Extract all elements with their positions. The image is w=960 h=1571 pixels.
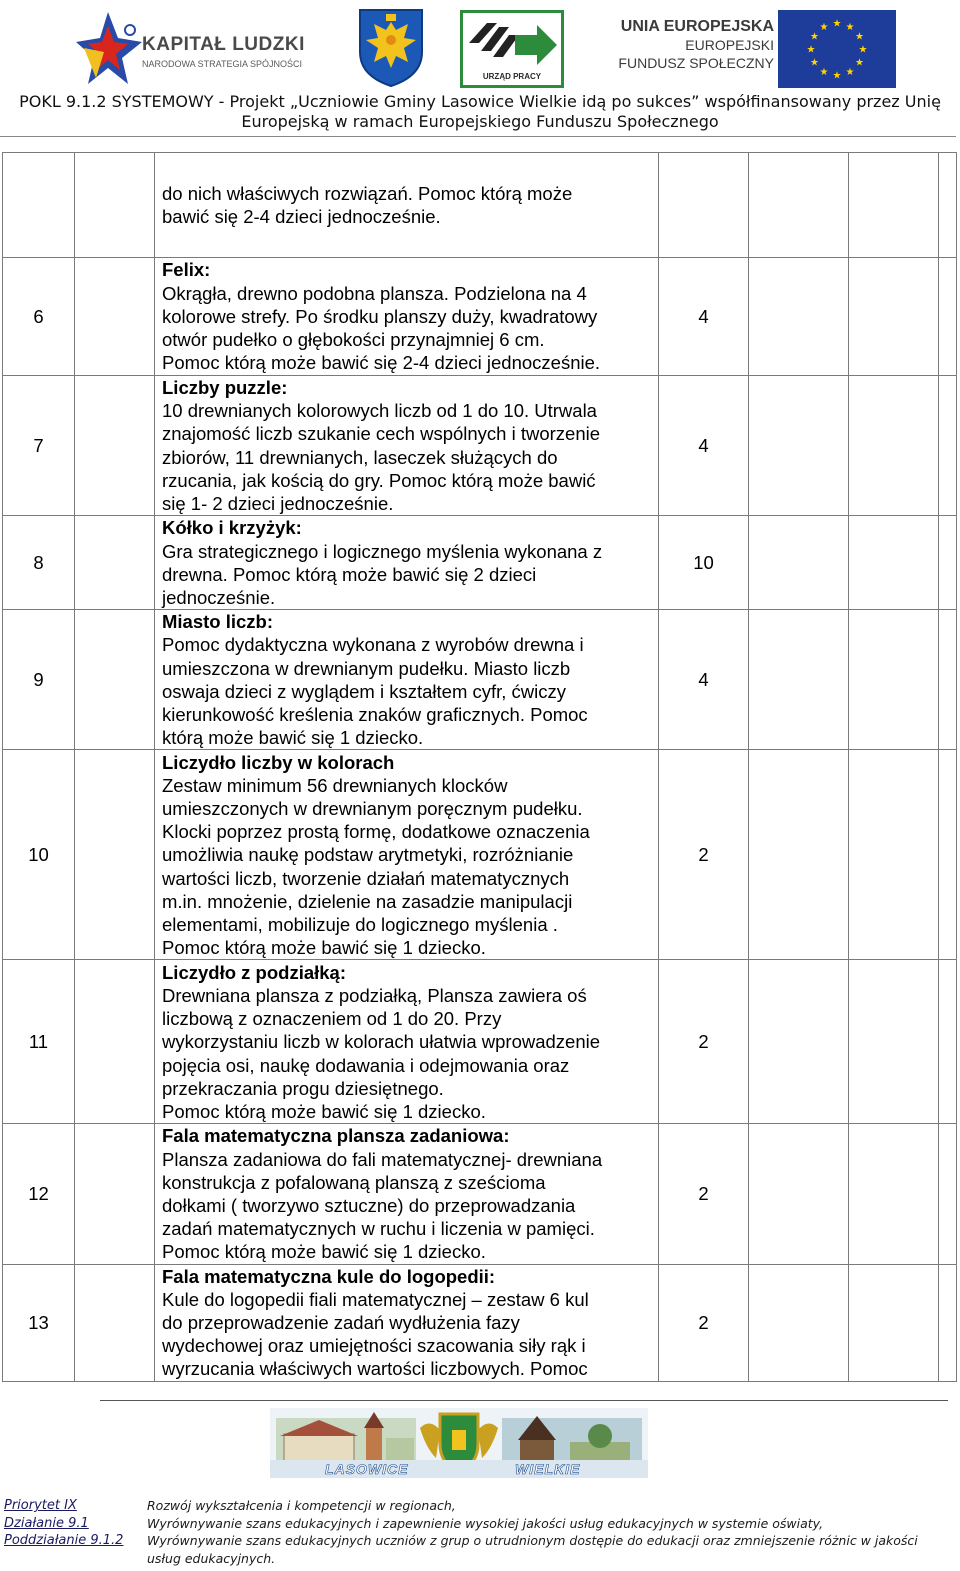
description-cell	[155, 258, 659, 376]
kapital-ludzki-title: KAPITAŁ LUDZKI	[142, 34, 305, 55]
item-quantity: 10	[693, 552, 714, 574]
row-number-cell	[3, 750, 75, 960]
footer-desc-line: Wyrównywanie szans edukacyjnych i zapewnienie wysokiej jakości usług edukacyjnych w systemie oświaty,	[147, 1515, 824, 1531]
item-title: Liczby puzzle:	[162, 377, 288, 398]
item-quantity: 4	[698, 435, 709, 456]
footer-priority: Priorytet IX	[4, 1498, 77, 1513]
description-cell	[155, 516, 659, 610]
empty-cell	[939, 258, 957, 376]
item-description: Gra strategicznego i logicznego myślenia wykonana z drewna. Pomoc którą może bawić się 2 dzieci jednocześnie.	[162, 540, 603, 608]
empty-cell	[849, 153, 939, 258]
eu-star-icon: ★	[819, 21, 829, 33]
row-number-cell	[3, 960, 75, 1124]
item-quantity: 4	[698, 305, 709, 327]
eu-fund-text	[598, 18, 774, 72]
table-row-continuation	[3, 153, 957, 258]
item-description: Drewniana plansza z podziałką, Plansza zawiera oś liczbową z oznaczeniem od 1 do 20. Przy wykorzystaniu liczb w kolorach ułatwia wprowadzenie pojęcia osi, naukę dodawania i odejmowania oraz przekraczania progu dziesiętnego. Pomoc którą może bawić się 1 dziecko.	[162, 984, 601, 1122]
empty-cell	[849, 516, 939, 610]
empty-cell	[749, 750, 849, 960]
item-title: Felix:	[162, 259, 211, 281]
blank-cell	[75, 1124, 155, 1264]
row-number: 11	[28, 1031, 49, 1053]
table-row	[3, 1124, 957, 1264]
quantity-cell	[659, 258, 749, 376]
table-row	[3, 610, 957, 750]
blank-cell	[75, 960, 155, 1124]
quantity-cell	[659, 610, 749, 750]
table-row	[3, 750, 957, 960]
blank-cell	[75, 376, 155, 516]
blank-cell	[75, 610, 155, 750]
empty-cell	[849, 1264, 939, 1381]
coat-of-arms-eagle-icon	[356, 6, 426, 88]
empty-cell	[939, 960, 957, 1124]
empty-cell	[939, 1264, 957, 1381]
blank-cell	[75, 1264, 155, 1381]
quantity-cell	[659, 750, 749, 960]
empty-cell	[939, 750, 957, 960]
eu-title: UNIA EUROPEJSKA	[620, 18, 774, 35]
item-quantity: 2	[698, 1031, 709, 1053]
eu-star-icon: ★	[832, 18, 842, 30]
eu-star-icon: ★	[855, 31, 865, 43]
eu-flag-icon	[778, 10, 896, 88]
eu-star-icon: ★	[858, 44, 868, 56]
item-description: Plansza zadaniowa do fali matematycznej- drewniana konstrukcja z pofalowaną planszą z sześcioma dołkami ( tworzywo sztuczne) do przeprowadzania zadań matematycznych w ruchu i liczenia w pamięci. Pomoc którą może bawić się 1 dziecko.	[162, 1148, 603, 1263]
footer-action: Działanie 9.1	[4, 1515, 89, 1531]
project-line-2: Europejską w ramach Europejskiego Funduszu Społecznego	[241, 112, 719, 131]
eu-fund-line: EUROPEJSKI	[685, 37, 774, 53]
items-table	[2, 152, 957, 1382]
item-description: Okrągła, drewno podobna plansza. Podzielona na 4 kolorowe strefy. Po środku planszy duży, kwadratowy otwór pudełko o głębokości przynajmniej 6 cm. Pomoc którą może bawić się 2-4 dzieci jednocześnie.	[162, 282, 601, 374]
quantity-cell	[659, 376, 749, 516]
row-number-cell	[3, 153, 75, 258]
empty-cell	[749, 258, 849, 376]
eu-star-icon: ★	[809, 57, 819, 69]
empty-cell	[939, 610, 957, 750]
logo-bar	[0, 0, 960, 92]
empty-cell	[749, 153, 849, 258]
urzad-pracy-label: URZĄD PRACY	[482, 72, 542, 81]
banner-text-right: WIELKIE	[515, 1461, 581, 1477]
items-table-wrapper	[2, 152, 956, 1382]
urzad-pracy-arrow-icon	[463, 13, 561, 67]
empty-cell	[749, 960, 849, 1124]
empty-cell	[939, 516, 957, 610]
row-number: 9	[33, 669, 44, 691]
table-row	[3, 516, 957, 610]
project-description	[0, 92, 960, 132]
blank-cell	[75, 258, 155, 376]
empty-cell	[749, 376, 849, 516]
empty-cell	[749, 1264, 849, 1381]
eu-star-icon: ★	[845, 21, 855, 33]
item-quantity: 2	[698, 844, 709, 866]
description-cell	[155, 153, 659, 258]
row-number: 8	[33, 552, 44, 574]
description-cell	[155, 376, 659, 516]
item-description: Zestaw minimum 56 drewnianych klocków umieszczonych w drewnianym poręcznym pudełku. Klocki poprzez prostą formę, dodatkowe oznaczenia umożliwia naukę podstaw arytmetyki, rozróżnianie wartości liczb, tworzenie działań matematycznych m.in. mnożenie, dzielenie na zasadzie manipulacji elementami, mobilizuje do logicznego myślenia . Pomoc którą może bawić się 1 dziecko.	[162, 774, 590, 959]
eu-star-icon: ★	[806, 44, 816, 56]
empty-cell	[849, 376, 939, 516]
quantity-cell	[659, 960, 749, 1124]
eu-fund-line-2: FUNDUSZ SPOŁECZNY	[618, 55, 774, 71]
quantity-cell	[659, 153, 749, 258]
empty-cell	[749, 516, 849, 610]
empty-cell	[749, 1124, 849, 1264]
header-divider	[0, 136, 956, 137]
row-number-cell	[3, 1264, 75, 1381]
description-cell	[155, 610, 659, 750]
table-row	[3, 258, 957, 376]
quantity-cell	[659, 516, 749, 610]
item-quantity: 4	[698, 669, 709, 691]
item-description: 10 drewnianych kolorowych liczb od 1 do 10. Utrwala znajomość liczb szukanie cech wspólnych i tworzenie zbiorów, 11 drewnianych, laseczek służących do rzucania, jak kością do gry. Pomoc którą może bawić się 1- 2 dzieci jednocześnie.	[162, 400, 601, 515]
banner-text-left: LASOWICE	[325, 1461, 409, 1477]
blank-cell	[75, 153, 155, 258]
project-line-1: POKL 9.1.2 SYSTEMOWY - Projekt „Uczniowie Gminy Lasowice Wielkie idą po sukces” współfinansowany przez Unię	[19, 92, 941, 111]
item-title: Fala matematyczna plansza zadaniowa:	[162, 1125, 510, 1147]
blank-cell	[75, 516, 155, 610]
footer-description-block	[147, 1497, 947, 1567]
row-number: 7	[33, 435, 44, 456]
eu-star-icon: ★	[832, 70, 842, 82]
blank-cell	[75, 750, 155, 960]
description-cell	[155, 750, 659, 960]
item-quantity: 2	[698, 1312, 709, 1334]
row-number: 6	[33, 305, 44, 327]
eu-star-icon: ★	[845, 67, 855, 79]
description-cell	[155, 1264, 659, 1381]
empty-cell	[849, 610, 939, 750]
page-header	[0, 0, 960, 140]
urzad-pracy-logo	[460, 10, 564, 88]
item-description: Pomoc dydaktyczna wykonana z wyrobów drewna i umieszczona w drewnianym pudełku. Miasto liczb oswaja dzieci z wyglądem i kształtem cyfr, ćwiczy kierunkowość kreślenia znaków graficznych. Pomoc którą może bawić się 1 dziecko.	[162, 634, 588, 749]
description-cell	[155, 1124, 659, 1264]
empty-cell	[849, 258, 939, 376]
footer-desc-line: usług edukacyjnych.	[147, 1550, 276, 1566]
row-number-cell	[3, 610, 75, 750]
empty-cell	[849, 750, 939, 960]
empty-cell	[939, 153, 957, 258]
empty-cell	[749, 610, 849, 750]
item-description: Kule do logopedii fiali matematycznej – zestaw 6 kul do przeprowadzenie zadań wydłużenia fazy wydechowej oraz umiejętności szacowania siły rąk i wyrzucania właściwych wartości liczbowych. Pomoc	[162, 1288, 589, 1380]
table-row	[3, 960, 957, 1124]
footer-subaction: Poddziałanie 9.1.2	[4, 1533, 124, 1548]
row-number: 13	[28, 1312, 49, 1334]
row-number: 12	[28, 1183, 49, 1205]
item-title: Kółko i krzyżyk:	[162, 517, 302, 539]
description-cell	[155, 960, 659, 1124]
footer-priority-block	[4, 1497, 144, 1550]
empty-cell	[939, 1124, 957, 1264]
item-title: Liczydło liczby w kolorach	[162, 751, 395, 773]
footer-desc-line: Wyrównywanie szans edukacyjnych uczniów z grup o utrudnionym dostępie do edukacji oraz zmniejszenie różnic w jakości	[147, 1533, 918, 1548]
quantity-cell	[659, 1124, 749, 1264]
item-title: Liczydło z podziałką:	[162, 961, 346, 983]
row-number-cell	[3, 516, 75, 610]
quantity-cell	[659, 1264, 749, 1381]
footer-divider	[100, 1400, 948, 1401]
table-row	[3, 1264, 957, 1381]
row-number-cell	[3, 258, 75, 376]
eu-star-icon: ★	[809, 31, 819, 43]
row-number-cell	[3, 1124, 75, 1264]
eu-star-icon: ★	[855, 57, 865, 69]
row-number: 10	[28, 844, 49, 866]
empty-cell	[939, 376, 957, 516]
kapital-ludzki-logo	[70, 4, 330, 88]
empty-cell	[849, 1124, 939, 1264]
item-quantity: 2	[698, 1183, 709, 1205]
kapital-ludzki-subtitle: NARODOWA STRATEGIA SPÓJNOŚCI	[142, 59, 303, 69]
row-number-cell	[3, 376, 75, 516]
item-title: Fala matematyczna kule do logopedii:	[162, 1265, 496, 1287]
empty-cell	[849, 960, 939, 1124]
item-title: Miasto liczb:	[162, 611, 274, 633]
kapital-ludzki-star-icon	[74, 8, 144, 86]
item-description: do nich właściwych rozwiązań. Pomoc którą może bawić się 2-4 dzieci jednocześnie.	[162, 182, 573, 227]
table-row	[3, 376, 957, 516]
eu-star-icon: ★	[819, 67, 829, 79]
footer-desc-line: Rozwój wykształcenia i kompetencji w regionach,	[147, 1498, 456, 1513]
